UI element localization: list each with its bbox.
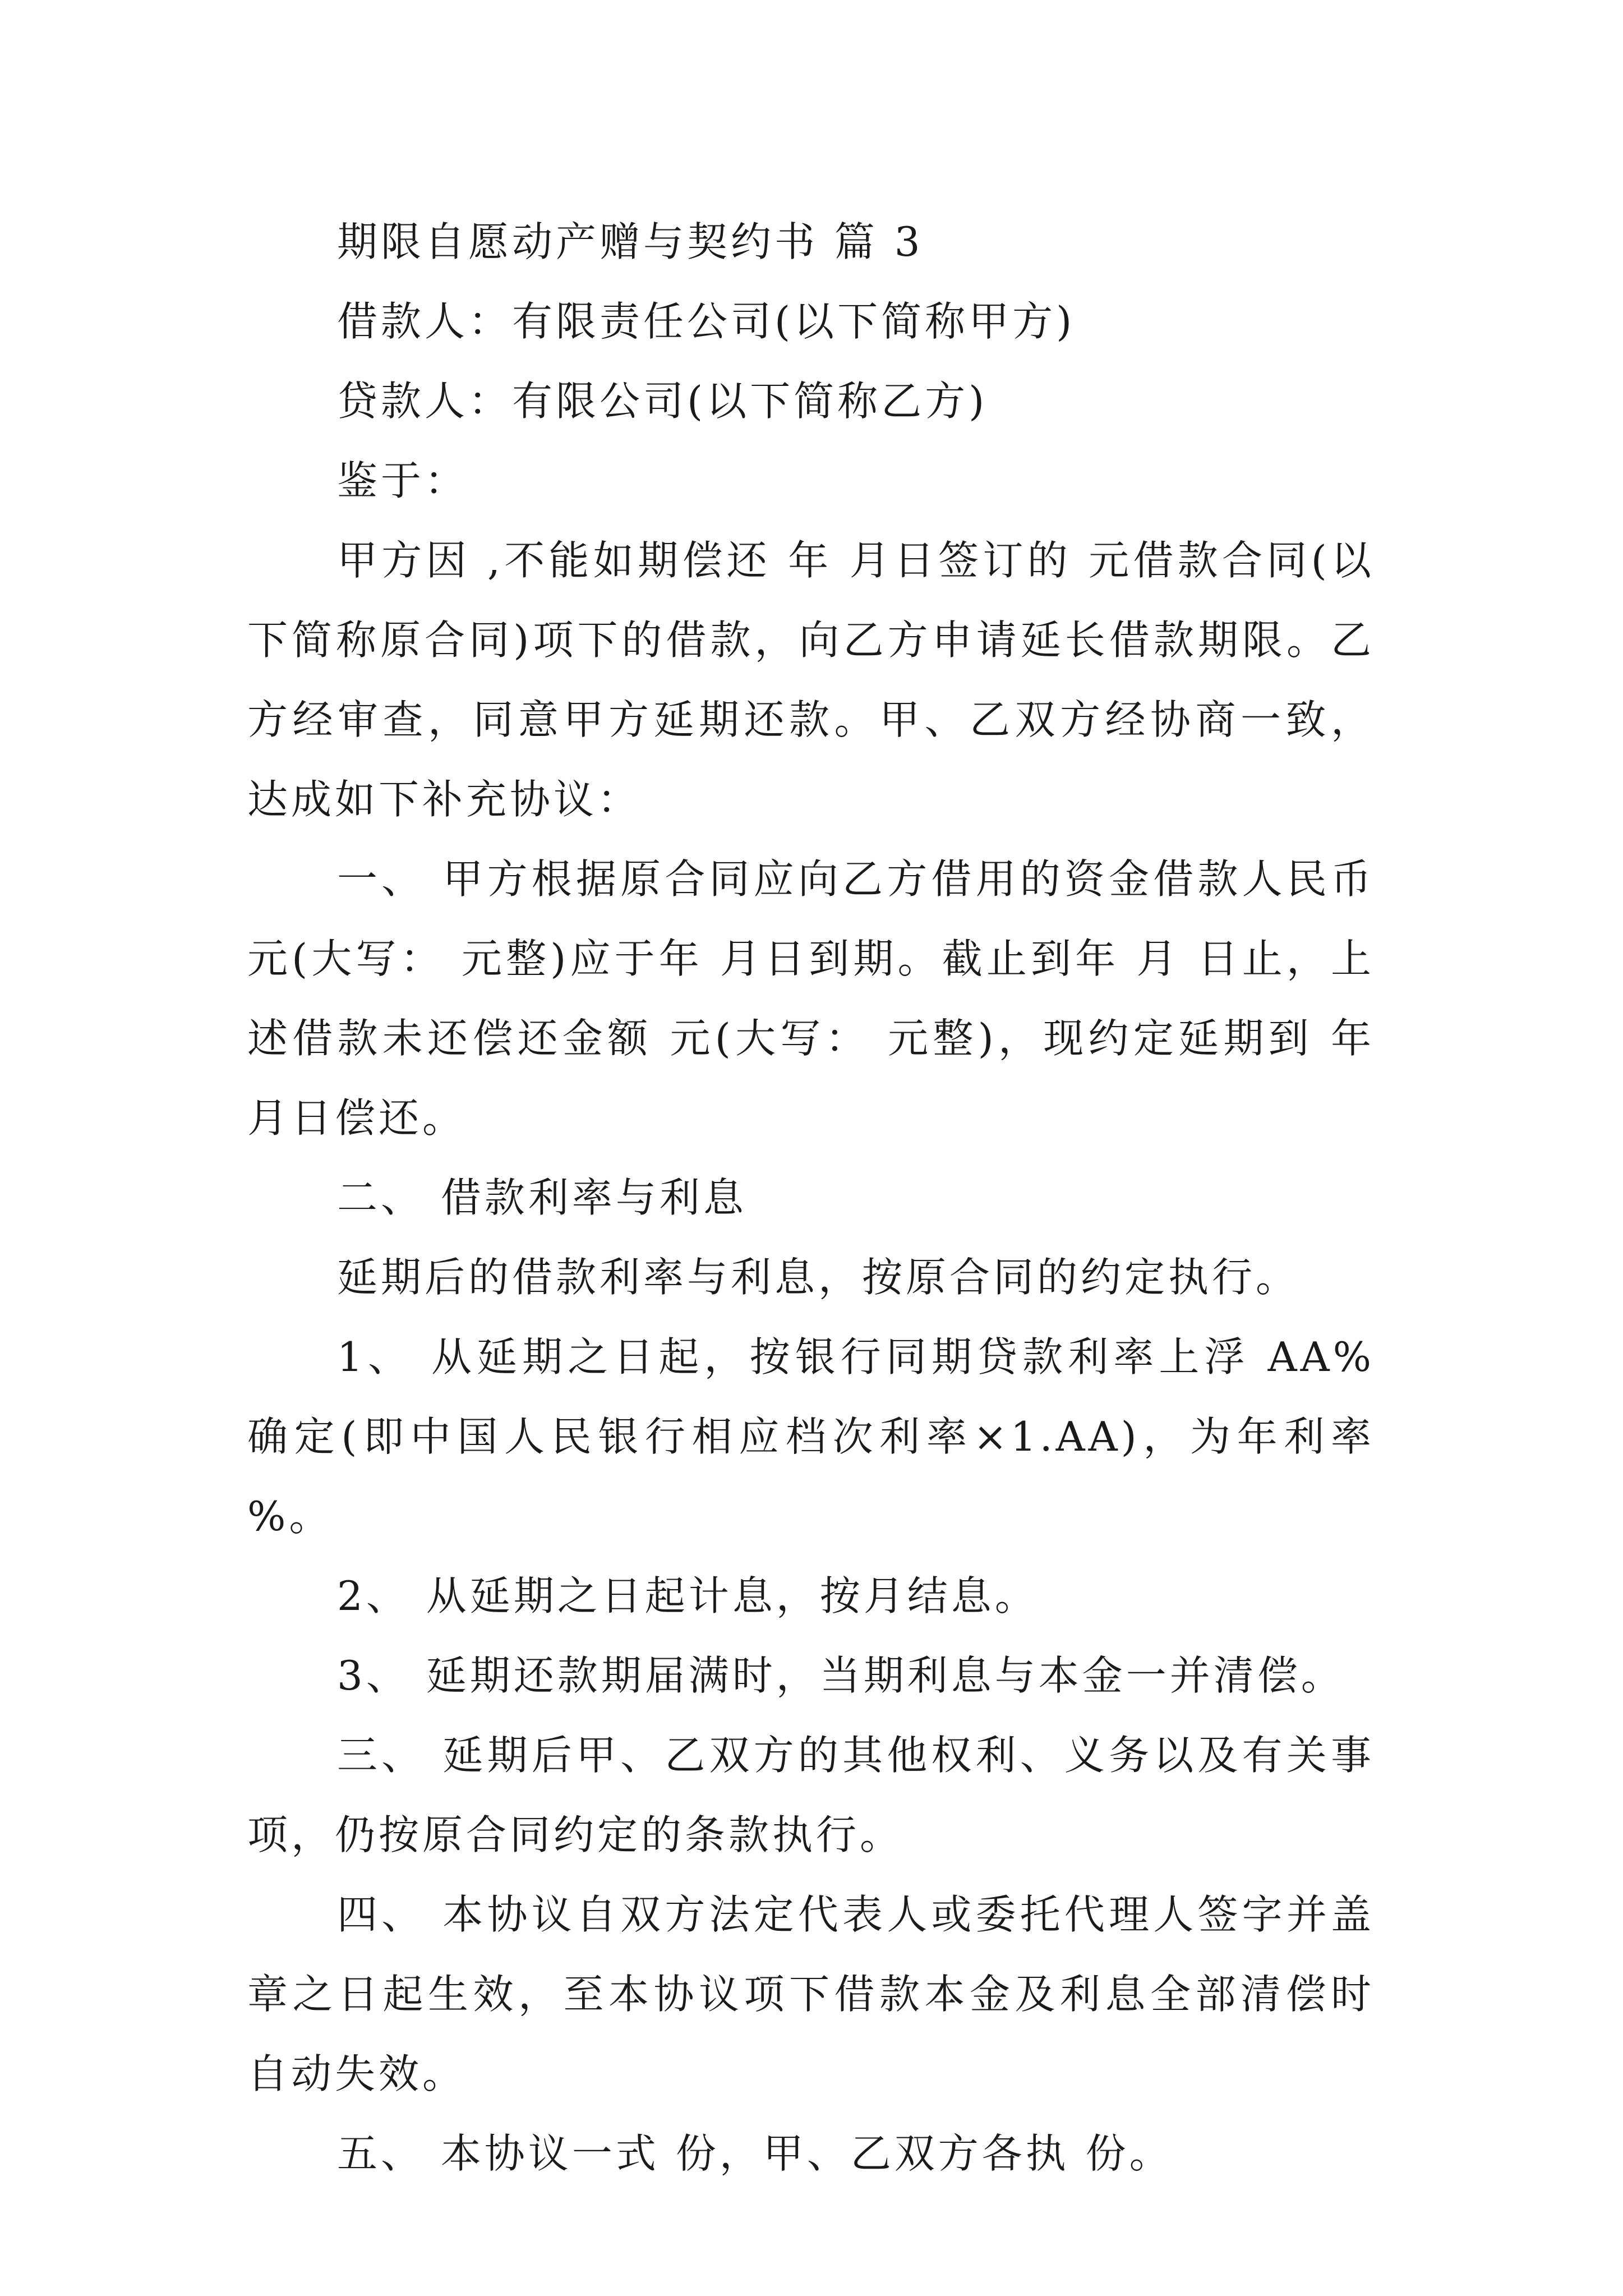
paragraph-whereas: 鉴于： [337,457,469,504]
paragraph-lender: 贷款人：有限公司(以下简称乙方) [337,378,988,425]
paragraph-clause-2-heading: 二、 借款利率与利息 [337,1174,747,1221]
paragraph-clause-2-item-1: 1、 从延期之日起，按银行同期贷款利率上浮 AA%确定(即中国人民银行相应档次利率×1.AA)，为年利率 %。 [247,1333,1375,1540]
paragraph-clause-5: 五、 本协议一式 份，甲、乙双方各执 份。 [337,2130,1173,2177]
paragraph-clause-4: 四、 本协议自双方法定代表人或委托代理人签字并盖章之日起生效，至本协议项下借款本金及利息全部清偿时自动失效。 [247,1891,1375,2097]
paragraph-clause-3: 三、 延期后甲、乙双方的其他权利、义务以及有关事项，仍按原合同约定的条款执行。 [247,1732,1375,1858]
document-body [247,202,1375,2193]
paragraph-clause-2-body: 延期后的借款利率与利息，按原合同的约定执行。 [337,1254,1300,1301]
paragraph-clause-1: 一、 甲方根据原合同应向乙方借用的资金借款人民币 元(大写： 元整)应于年 月日到期。截止到年 月 日止，上述借款未还偿还金额 元(大写： 元整)，现约定延期到 年月日偿还。 [247,855,1375,1142]
paragraph-borrower: 借款人：有限责任公司(以下简称甲方) [337,298,1076,345]
document-title: 期限自愿动产赠与契约书 篇 3 [337,218,924,265]
paragraph-clause-2-item-2: 2、 从延期之日起计息，按月结息。 [337,1572,1039,1619]
paragraph-clause-2-item-3: 3、 延期还款期届满时，当期利息与本金一并清偿。 [337,1652,1345,1699]
paragraph-preamble: 甲方因 ,不能如期偿还 年 月日签订的 元借款合同(以下简称原合同)项下的借款，向乙方申请延长借款期限。乙方经审查，同意甲方延期还款。甲、乙双方经协商一致，达成如下补充协议： [247,537,1375,823]
